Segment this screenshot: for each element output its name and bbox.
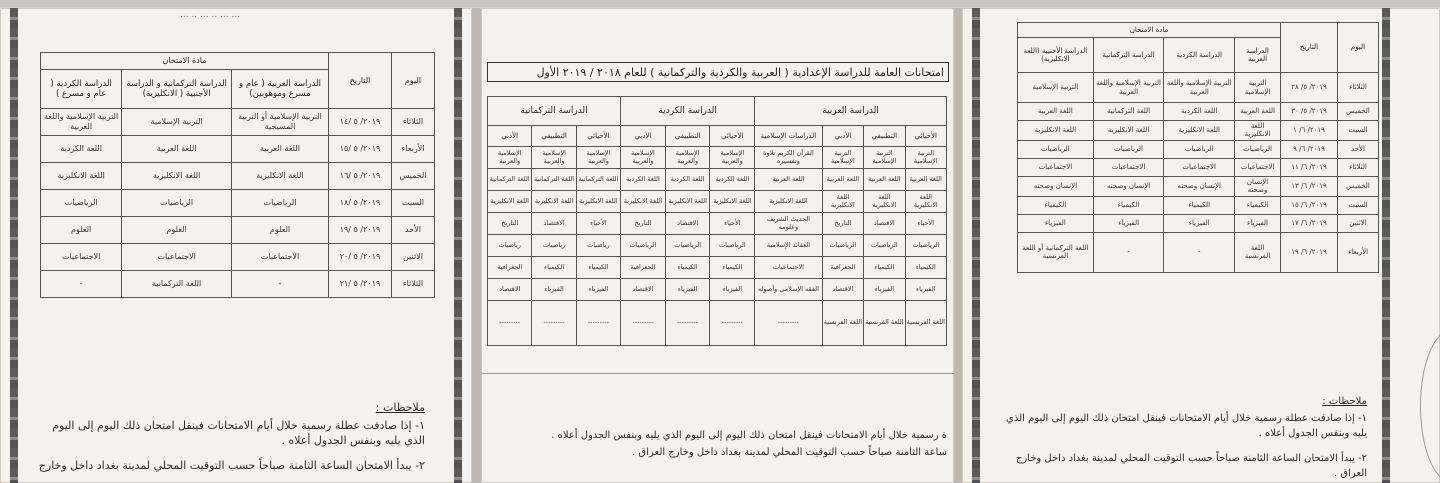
subject-cell: الكيمياء xyxy=(1018,196,1094,214)
photo-gap xyxy=(954,8,962,483)
subject-cell: اللغة العربية xyxy=(1018,103,1094,121)
day-cell: الاثنين xyxy=(1338,214,1379,232)
subject-cell: الكيمياء xyxy=(864,257,905,279)
subject-cell: اللغة العربية xyxy=(864,169,905,191)
table-row xyxy=(1018,232,1379,272)
day-cell: الثلاثاء xyxy=(1338,158,1379,176)
subject-cell: اللغة الانكليزية xyxy=(1235,121,1281,141)
subject-cell: الأحياء xyxy=(905,213,946,235)
day-cell: السبت xyxy=(1338,196,1379,214)
date-cell: ٢٠١٩/ ٥ /٢٠ xyxy=(329,244,392,271)
subject-cell: العلوم xyxy=(231,217,328,244)
day-cell: الأربعاء xyxy=(392,136,435,163)
date-cell: ٢٠١٩/ ٦/ ١ xyxy=(1281,121,1338,141)
subject-cell: العلوم xyxy=(122,217,232,244)
branch-header: الأدبي xyxy=(488,126,532,147)
subject-cell: اللغة العربية xyxy=(1235,103,1281,121)
subject-cell: اللغة العربية xyxy=(822,169,863,191)
page-binding-left xyxy=(10,8,18,483)
header-subject-group: مادة الامتحان xyxy=(1018,23,1281,38)
subject-cell: الفيزياء xyxy=(532,279,576,301)
subject-cell: الكيمياء xyxy=(905,257,946,279)
subject-cell: --------- xyxy=(532,301,576,346)
day-cell: الأربعاء xyxy=(1338,232,1379,272)
subject-cell: العقائد الإسلامية xyxy=(755,235,822,257)
subject-cell: الفيزياء xyxy=(1093,214,1164,232)
subject-cell: الحديث الشريف وعلومه xyxy=(755,213,822,235)
subject-cell: الفيزياء xyxy=(864,279,905,301)
subject-cell: التاريخ xyxy=(822,213,863,235)
date-cell: ٢٠١٩/ ٥ /١٩ xyxy=(329,217,392,244)
subject-cell: الإسلامية والعربية xyxy=(488,147,532,169)
subject-cell: الإنسان وصحته xyxy=(1164,176,1235,196)
subject-cell: --------- xyxy=(755,301,822,346)
table-row xyxy=(488,169,947,191)
table-row xyxy=(1018,140,1379,158)
subject-cell: الفيزياء xyxy=(576,279,620,301)
subject-cell: التربية الإسلامية xyxy=(122,109,232,136)
page1-top-text: ... ... .. ... .. ... xyxy=(180,10,241,20)
table-row xyxy=(1018,121,1379,141)
subject-cell: اللغة الانكليزية xyxy=(755,191,822,213)
day-cell: الخميس xyxy=(1338,176,1379,196)
subject-cell: الرياضيات xyxy=(1018,140,1094,158)
date-cell: ٢٠١٩/ ٥ /١٨ xyxy=(329,190,392,217)
schedule-page-foreign-study xyxy=(962,8,1440,483)
header-date: التاريخ xyxy=(329,53,392,109)
table-row xyxy=(1018,196,1379,214)
subject-cell: الاجتماعيات xyxy=(41,244,122,271)
subject-cell: الرياضيات xyxy=(41,190,122,217)
date-cell: ٢٠١٩/ ٥/ ٣٠ xyxy=(1281,103,1338,121)
page1-schedule-table xyxy=(40,52,435,298)
subject-cell: الاجتماعيات xyxy=(122,244,232,271)
subject-cell: الكيمياء xyxy=(532,257,576,279)
date-cell: ٢٠١٩/ ٥ /١٥ xyxy=(329,136,392,163)
subject-cell: الفيزياء xyxy=(905,279,946,301)
subject-cell: اللغة الانكليزية xyxy=(822,191,863,213)
subject-cell: - xyxy=(1093,232,1164,272)
table-row xyxy=(488,235,947,257)
subject-cell: اللغة الانكليزية xyxy=(488,191,532,213)
branch-header: الأدبي xyxy=(621,126,666,147)
table-row xyxy=(1018,214,1379,232)
subject-cell: الكيمياء xyxy=(1235,196,1281,214)
date-cell: ٢٠١٩/ ٦/ ١٩ xyxy=(1281,232,1338,272)
table-row xyxy=(1018,73,1379,103)
notes-title: ملاحظات : xyxy=(1322,396,1367,407)
subject-cell: - xyxy=(1164,232,1235,272)
column-arabic-study: الدراسة العربية ( عام و مسرع وموهوبين) xyxy=(231,70,328,109)
subject-cell: اللغة العربية xyxy=(231,136,328,163)
subject-cell: اللغة الكردية xyxy=(665,169,710,191)
table-row xyxy=(41,190,435,217)
subject-cell: - xyxy=(41,271,122,298)
day-cell: الثلاثاء xyxy=(392,109,435,136)
day-cell: الثلاثاء xyxy=(1338,73,1379,103)
note-item: ساعة الثامنة صباحاً حسب التوقيت المحلي لمدينة بغداد داخل وخارج العراق . xyxy=(632,447,947,458)
subject-cell: اللغة الانكليزية xyxy=(231,163,328,190)
subject-cell: الكيمياء xyxy=(710,257,755,279)
table-row xyxy=(41,244,435,271)
group-turkmen: الدراسة التركمانية xyxy=(488,97,621,126)
subject-cell: الرياضيات xyxy=(665,235,710,257)
notes-title: ملاحظات : xyxy=(375,401,425,414)
subject-cell: --------- xyxy=(621,301,666,346)
subject-cell: التربية الإسلامية xyxy=(1235,73,1281,103)
subject-cell: الرياضيات xyxy=(1164,140,1235,158)
top-strip xyxy=(0,0,1440,7)
subject-cell: اللغة الكردية xyxy=(710,169,755,191)
table-row xyxy=(488,301,947,346)
date-cell: ٢٠١٩/ ٥/ ٢٨ xyxy=(1281,73,1338,103)
column-foreign-study: الدراسة الأجنبية (اللغة الانكليزية) xyxy=(1018,38,1094,73)
date-cell: ٢٠١٩/ ٥ /١٦ xyxy=(329,163,392,190)
table-row xyxy=(1018,176,1379,196)
subject-cell: اللغة الانكليزية xyxy=(710,191,755,213)
subject-cell: اللغة الفرنسية xyxy=(822,301,863,346)
page2-schedule-table xyxy=(487,96,947,346)
table-row xyxy=(41,271,435,298)
subject-cell: التربية الإسلامية واللغة العربية xyxy=(1164,73,1235,103)
subject-cell: اللغة العربية xyxy=(122,136,232,163)
subject-cell: اللغة الانكليزية xyxy=(41,163,122,190)
page-binding-right xyxy=(454,8,462,483)
subject-cell: اللغة التركمانية أو اللغة الفرنسية xyxy=(1018,232,1094,272)
column-kurdish-study: الدراسة الكردية xyxy=(1164,38,1235,73)
subject-cell: التاريخ xyxy=(488,213,532,235)
subject-cell: اللغة التركمانية xyxy=(532,169,576,191)
subject-cell: الفيزياء xyxy=(1164,214,1235,232)
date-cell: ٢٠١٩/ ٦/ ١٣ xyxy=(1281,176,1338,196)
subject-cell: الإسلامية والعربية xyxy=(576,147,620,169)
note-item: ١- إذا صادفت عطلة رسمية خلال أيام الامتحانات فينقل امتحان ذلك اليوم إلى اليوم الذي يليه وبنفس الجدول أعلاه . xyxy=(1006,413,1367,439)
table-row xyxy=(488,147,947,169)
subject-cell: الرياضيات xyxy=(905,235,946,257)
subject-cell: الاقتصاد xyxy=(665,213,710,235)
subject-cell: الاجتماعيات xyxy=(1164,158,1235,176)
subject-cell: التربية الإسلامية xyxy=(864,147,905,169)
branch-header: التطبيقي xyxy=(864,126,905,147)
subject-cell: الرياضيات xyxy=(822,235,863,257)
subject-cell: الإنسان وصحته xyxy=(1018,176,1094,196)
subject-cell: الفيزياء xyxy=(665,279,710,301)
schedule-page-preparatory xyxy=(481,8,954,483)
subject-cell: الرياضيات xyxy=(122,190,232,217)
subject-cell: الكيمياء xyxy=(1164,196,1235,214)
subject-cell: التربية الإسلامية xyxy=(1018,73,1094,103)
branch-header: التطبيقي xyxy=(532,126,576,147)
subject-cell: اللغة الفرنسية xyxy=(1235,232,1281,272)
page2-title: امتحانات العامة للدراسة الإعدادية ( العربية والكردية والتركمانية ) للعام ٢٠١٨ / ٢٠١٩ الأول xyxy=(487,62,949,82)
subject-cell: التربية الإسلامية xyxy=(822,147,863,169)
subject-cell: الإسلامية والعربية xyxy=(532,147,576,169)
subject-cell: اللغة الانكليزية xyxy=(621,191,666,213)
column-turkmen-study: الدراسة التركمانية xyxy=(1093,38,1164,73)
page-binding-left xyxy=(972,8,980,483)
table-row xyxy=(41,163,435,190)
note-item: ١- إذا صادفت عطلة رسمية خلال أيام الامتحانات فينقل امتحان ذلك اليوم إلى اليوم الذي يليه وبنفس الجدول أعلاه . xyxy=(52,419,425,447)
subject-cell: التربية الإسلامية xyxy=(905,147,946,169)
subject-cell: الرياضيات xyxy=(1235,140,1281,158)
day-cell: الأحد xyxy=(392,217,435,244)
subject-cell: الاقتصاد xyxy=(532,213,576,235)
table-row xyxy=(1018,158,1379,176)
subject-cell: الاقتصاد xyxy=(864,213,905,235)
day-cell: الاثنين xyxy=(392,244,435,271)
date-cell: ٢٠١٩/ ٥ /٢١ xyxy=(329,271,392,298)
subject-cell: الاقتصاد xyxy=(822,279,863,301)
subject-cell: الاجتماعيات xyxy=(755,257,822,279)
subject-cell: العلوم xyxy=(41,217,122,244)
subject-cell: الاقتصاد xyxy=(488,279,532,301)
subject-cell: الإنسان وصحته xyxy=(1093,176,1164,196)
page2-notes xyxy=(487,428,947,462)
note-item: ٢- يبدأ الامتحان الساعة الثامنة صباحاً حسب التوقيت المحلي لمدينة بغداد داخل وخارج العراق . xyxy=(1015,453,1367,479)
subject-cell: اللغة التركمانية xyxy=(122,271,232,298)
group-arabic: الدراسة العربية xyxy=(755,97,947,126)
day-cell: الأحد xyxy=(1338,140,1379,158)
subject-cell: الإسلامية والعربية xyxy=(621,147,666,169)
table-row xyxy=(41,217,435,244)
page-binding-right xyxy=(1382,8,1390,483)
subject-cell: اللغة الانكليزية xyxy=(122,163,232,190)
page3-notes xyxy=(992,396,1367,483)
table-row xyxy=(488,191,947,213)
date-cell: ٢٠١٩/ ٥ /١٤ xyxy=(329,109,392,136)
note-item: ٢- يبدأ الامتحان الساعة الثامنة صباحاً حسب التوقيت المحلي لمدينة بغداد داخل وخارج xyxy=(38,459,425,472)
column-kurdish-study: الدراسة الكردية ( عام و مسرع ) xyxy=(41,70,122,109)
subject-cell: اللغة الكردية xyxy=(621,169,666,191)
subject-cell: التاريخ xyxy=(621,213,666,235)
subject-cell: القرآن الكريم تلاوة وتفسيره xyxy=(755,147,822,169)
subject-cell: اللغة العربية xyxy=(755,169,822,191)
subject-cell: الفيزياء xyxy=(1235,214,1281,232)
subject-cell: اللغة الكردية xyxy=(41,136,122,163)
column-turkmen-study: الدراسة التركمانية و الدراسة الأجنبية ( الانكليزية) xyxy=(122,70,232,109)
subject-cell: الجغرافية xyxy=(822,257,863,279)
page3-schedule-table xyxy=(1017,22,1379,273)
branch-header: التطبيقي xyxy=(665,126,710,147)
subject-cell: --------- xyxy=(710,301,755,346)
table-row xyxy=(488,279,947,301)
subject-cell: الكيمياء xyxy=(1093,196,1164,214)
subject-cell: رياضيات xyxy=(488,235,532,257)
page2-fold-line xyxy=(481,373,954,374)
subject-cell: الرياضيات xyxy=(231,190,328,217)
header-day: اليوم xyxy=(392,53,435,109)
subject-cell: اللغة الفرنسية xyxy=(905,301,946,346)
subject-cell: رياضيات xyxy=(532,235,576,257)
subject-cell: التربية الإسلامية أو التربية المسيحية xyxy=(231,109,328,136)
day-cell: السبت xyxy=(1338,121,1379,141)
subject-cell: الرياضيات xyxy=(1093,140,1164,158)
subject-cell: الرياضيات xyxy=(710,235,755,257)
header-date: التاريخ xyxy=(1281,23,1338,73)
subject-cell: التربية الإسلامية واللغة العربية xyxy=(1093,73,1164,103)
subject-cell: - xyxy=(231,271,328,298)
header-day: اليوم xyxy=(1338,23,1379,73)
branch-header: الدراسات الإسلامية xyxy=(755,126,822,147)
subject-cell: الفقه الإسلامي وأصوله xyxy=(755,279,822,301)
subject-cell: اللغة الانكليزية xyxy=(1093,121,1164,141)
table-row xyxy=(41,109,435,136)
subject-cell: الإنسان وصحته xyxy=(1235,176,1281,196)
branch-header: الأحيائي xyxy=(576,126,620,147)
table-row xyxy=(488,257,947,279)
subject-cell: --------- xyxy=(665,301,710,346)
header-subject-group: مادة الامتحان xyxy=(41,53,329,70)
date-cell: ٢٠١٩/ ٦/ ٩ xyxy=(1281,140,1338,158)
subject-cell: اللغة الانكليزية xyxy=(864,191,905,213)
day-cell: الخميس xyxy=(392,163,435,190)
subject-cell: --------- xyxy=(576,301,620,346)
subject-cell: اللغة الانكليزية xyxy=(532,191,576,213)
day-cell: الخميس xyxy=(1338,103,1379,121)
group-kurdish: الدراسة الكردية xyxy=(621,97,755,126)
day-cell: الثلاثاء xyxy=(392,271,435,298)
branch-header: الأحيائي xyxy=(710,126,755,147)
subject-cell: الجغرافية xyxy=(621,257,666,279)
subject-cell: الاجتماعيات xyxy=(1093,158,1164,176)
day-cell: السبت xyxy=(392,190,435,217)
subject-cell: اللغة الانكليزية xyxy=(1164,121,1235,141)
schedule-page-intermediate xyxy=(0,8,472,483)
table-row xyxy=(1018,103,1379,121)
table-row xyxy=(41,136,435,163)
subject-cell: اللغة الانكليزية xyxy=(905,191,946,213)
subject-cell: اللغة العربية xyxy=(905,169,946,191)
date-cell: ٢٠١٩/ ٦/ ١٧ xyxy=(1281,214,1338,232)
subject-cell: اللغة الانكليزية xyxy=(576,191,620,213)
subject-cell: الرياضيات xyxy=(864,235,905,257)
subject-cell: اللغة التركمانية xyxy=(1093,103,1164,121)
subject-cell: الجغرافية xyxy=(488,257,532,279)
branch-header: الأحيائي xyxy=(905,126,946,147)
subject-cell: الإسلامية والعربية xyxy=(665,147,710,169)
subject-cell: الأحياء xyxy=(710,213,755,235)
photo-gap xyxy=(472,8,481,483)
subject-cell: التربية الإسلامية واللغة العربية xyxy=(41,109,122,136)
note-item: ة رسمية خلال أيام الامتحانات فينقل امتحان ذلك اليوم إلى اليوم الذي يليه وبنفس الجدول أعلاه . xyxy=(551,430,947,441)
subject-cell: الرياضيات xyxy=(621,235,666,257)
subject-cell: رياضيات xyxy=(576,235,620,257)
subject-cell: الإسلامية والعربية xyxy=(710,147,755,169)
subject-cell: اللغة التركمانية xyxy=(488,169,532,191)
subject-cell: الفيزياء xyxy=(710,279,755,301)
subject-cell: الفيزياء xyxy=(1018,214,1094,232)
table-row xyxy=(488,213,947,235)
subject-cell: الأحياء xyxy=(576,213,620,235)
subject-cell: الاجتماعيات xyxy=(1018,158,1094,176)
subject-cell: اللغة الانكليزية xyxy=(1018,121,1094,141)
subject-cell: اللغة التركمانية xyxy=(576,169,620,191)
subject-cell: اللغة الفرنسية xyxy=(864,301,905,346)
subject-cell: الكيمياء xyxy=(576,257,620,279)
subject-cell: الاجتماعيات xyxy=(1235,158,1281,176)
subject-cell: اللغة الانكليزية xyxy=(665,191,710,213)
subject-cell: الاقتصاد xyxy=(621,279,666,301)
subject-cell: --------- xyxy=(488,301,532,346)
subject-cell: اللغة الكردية xyxy=(1164,103,1235,121)
page1-notes xyxy=(30,401,425,483)
subject-cell: الاجتماعيات xyxy=(231,244,328,271)
branch-header: الأدبي xyxy=(822,126,863,147)
date-cell: ٢٠١٩/ ٦/ ١١ xyxy=(1281,158,1338,176)
date-cell: ٢٠١٩/ ٦/ ١٥ xyxy=(1281,196,1338,214)
column-arabic-study: الدراسة العربية xyxy=(1235,38,1281,73)
subject-cell: الكيمياء xyxy=(665,257,710,279)
